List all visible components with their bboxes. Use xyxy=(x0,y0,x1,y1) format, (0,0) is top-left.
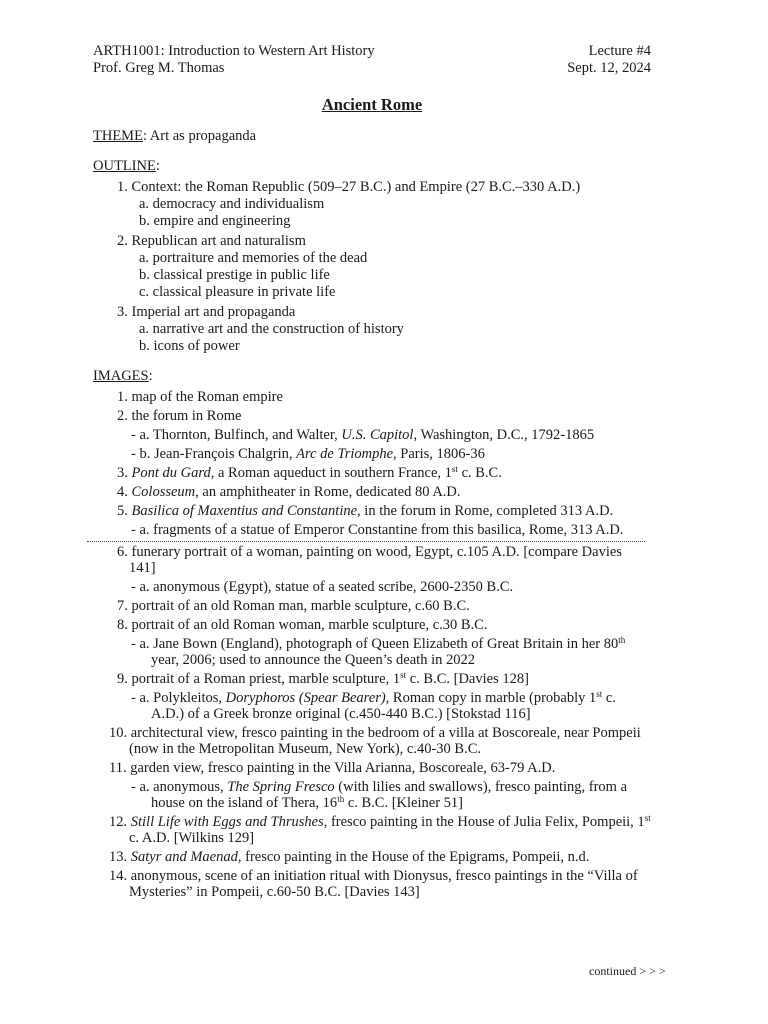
image-item-9a xyxy=(93,690,651,722)
ordinal-suffix: th xyxy=(618,635,626,645)
image-text: year, 2006; used to announce the Queen’s death in 2022 xyxy=(151,652,475,668)
image-text: c. B.C. xyxy=(457,465,502,481)
images-label: IMAGES xyxy=(93,368,149,384)
outline-subitem: c. classical pleasure in private life xyxy=(139,284,336,300)
images-heading xyxy=(93,367,651,385)
outline-heading xyxy=(93,157,651,175)
theme-text: : Art as propaganda xyxy=(142,128,257,144)
outline-subitem: b. empire and engineering xyxy=(139,213,291,229)
image-item-2: 2. the forum in Rome xyxy=(117,408,242,424)
image-item-5 xyxy=(93,503,651,519)
image-item-11: 11. garden view, fresco painting in the Villa Arianna, Boscoreale, 63-79 A.D. xyxy=(109,760,556,776)
image-text: - a. Polykleitos, xyxy=(131,690,226,706)
ordinal-suffix: th xyxy=(337,794,345,804)
outline-item: 1. Context: the Roman Republic (509–27 B.C.) and Empire (27 B.C.–330 A.D.) xyxy=(117,179,581,195)
lecture-number: Lecture #4 xyxy=(588,43,651,59)
image-item-2b xyxy=(93,446,651,462)
lecture-date: Sept. 12, 2024 xyxy=(567,60,651,76)
image-item-4 xyxy=(93,484,651,500)
image-text: c. A.D.) of a Greek bronze original (c.450-440 B.C.) [Stokstad 116] xyxy=(151,690,616,722)
image-text: 13. xyxy=(109,849,131,865)
image-text: , an amphitheater in Rome, dedicated 80 A.D. xyxy=(195,484,461,500)
artwork-title: Doryphoros (Spear Bearer) xyxy=(225,690,386,706)
image-item-1: 1. map of the Roman empire xyxy=(117,389,283,405)
outline-subitem: a. portraiture and memories of the dead xyxy=(139,250,368,266)
image-item-11a xyxy=(93,779,651,811)
image-text: - b. Jean-François Chalgrin, xyxy=(131,446,297,462)
professor-name: Prof. Greg M. Thomas xyxy=(93,60,225,76)
outline-item: 3. Imperial art and propaganda xyxy=(117,304,296,320)
outline-label: OUTLINE xyxy=(93,158,156,174)
image-text: , Roman copy in marble (probably 1 xyxy=(385,690,597,706)
image-item-5a: - a. fragments of a statue of Emperor Constantine from this basilica, Rome, 313 A.D. xyxy=(131,522,624,538)
image-item-6: 6. funerary portrait of a woman, painting on wood, Egypt, c.105 A.D. [compare Davies 141] xyxy=(87,541,645,576)
image-text: - a. anonymous, xyxy=(131,779,228,795)
image-item-7: 7. portrait of an old Roman man, marble sculpture, c.60 B.C. xyxy=(117,598,470,614)
image-text: c. B.C. [Kleiner 51] xyxy=(344,795,463,811)
image-text: - a. Thornton, Bulfinch, and Walter, xyxy=(131,427,342,443)
image-item-10: 10. architectural view, fresco painting in the bedroom of a villa at Boscoreale, near Pompeii (now in the Metropolitan Museum, New York), c.40-30 B.C. xyxy=(109,725,641,757)
ordinal-suffix: st xyxy=(596,689,603,699)
artwork-title: Still Life with Eggs and Thrushes xyxy=(130,814,324,830)
image-text: c. A.D. [Wilkins 129] xyxy=(129,830,255,846)
image-item-3 xyxy=(93,465,651,481)
image-text: (with lilies and swallows), fresco painting, from a house on the island of Thera, 16 xyxy=(151,779,628,811)
outline-subitem: a. narrative art and the construction of history xyxy=(139,321,404,337)
images-list xyxy=(93,389,651,900)
image-text: 12. xyxy=(109,814,131,830)
image-text: , a Roman aqueduct in southern France, 1 xyxy=(210,465,452,481)
image-item-14: 14. anonymous, scene of an initiation ritual with Dionysus, fresco paintings in the “Villa of Mysteries” in Pompeii, c.60-50 B.C. [Davies 143] xyxy=(109,868,638,900)
image-item-8a xyxy=(93,636,651,668)
ordinal-suffix: st xyxy=(644,813,651,823)
outline-item: 2. Republican art and naturalism xyxy=(117,233,306,249)
ordinal-suffix: st xyxy=(451,464,458,474)
lecture-handout xyxy=(93,43,651,903)
image-text: 3. xyxy=(117,465,132,481)
outline-list xyxy=(93,179,651,355)
image-text: , fresco painting in the House of Julia Felix, Pompeii, 1 xyxy=(323,814,645,830)
image-text: , in the forum in Rome, completed 313 A.D. xyxy=(357,503,614,519)
page-title: Ancient Rome xyxy=(321,95,423,114)
artwork-title: Basilica of Maxentius and Constantine xyxy=(131,503,358,519)
image-text: - a. Jane Bown (England), photograph of Queen Elizabeth of Great Britain in her 80 xyxy=(131,636,619,652)
image-text: , fresco painting in the House of the Epigrams, Pompeii, n.d. xyxy=(237,849,590,865)
image-item-2a xyxy=(93,427,651,443)
image-text: 9. portrait of a Roman priest, marble sculpture, 1 xyxy=(117,671,401,687)
artwork-title: The Spring Fresco xyxy=(227,779,335,795)
artwork-title: U.S. Capitol xyxy=(341,427,414,443)
theme-line xyxy=(93,127,651,145)
outline-subitem: b. icons of power xyxy=(139,338,240,354)
artwork-title: Pont du Gard xyxy=(131,465,211,481)
image-text: c. B.C. [Davies 128] xyxy=(406,671,529,687)
image-item-12 xyxy=(93,814,651,846)
artwork-title: Colosseum xyxy=(131,484,196,500)
image-item-9 xyxy=(93,671,651,687)
continued-footer: continued > > > xyxy=(589,964,666,978)
image-item-13 xyxy=(93,849,651,865)
image-text: 5. xyxy=(117,503,132,519)
theme-label: THEME xyxy=(93,128,143,144)
outline-colon: : xyxy=(155,158,160,174)
artwork-title: Arc de Triomphe xyxy=(296,446,394,462)
image-text: 4. xyxy=(117,484,132,500)
ordinal-suffix: st xyxy=(400,670,407,680)
artwork-title: Satyr and Maenad xyxy=(130,849,238,865)
image-text: , Paris, 1806-36 xyxy=(393,446,485,462)
outline-subitem: a. democracy and individualism xyxy=(139,196,325,212)
image-item-6a: - a. anonymous (Egypt), statue of a seated scribe, 2600-2350 B.C. xyxy=(131,579,514,595)
course-title: ARTH1001: Introduction to Western Art History xyxy=(93,43,375,59)
image-item-8: 8. portrait of an old Roman woman, marble sculpture, c.30 B.C. xyxy=(117,617,488,633)
outline-subitem: b. classical prestige in public life xyxy=(139,267,330,283)
header-row-2 xyxy=(93,60,651,77)
images-colon: : xyxy=(148,368,153,384)
header-row-1 xyxy=(93,43,651,60)
image-text: , Washington, D.C., 1792-1865 xyxy=(413,427,595,443)
